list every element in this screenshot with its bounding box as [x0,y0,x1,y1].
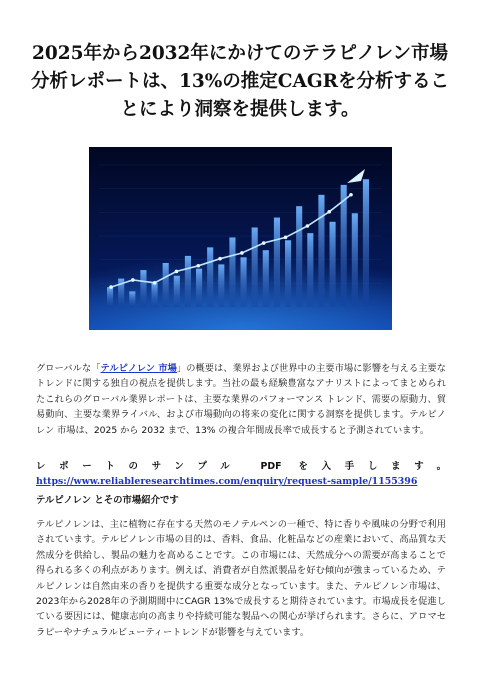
hero-trend-point [109,285,113,289]
hero-bar [285,240,291,307]
hero-bar [129,291,135,307]
sample-request-line [36,459,446,490]
hero-bar [196,269,202,307]
sample-link[interactable]: https://www.reliableresearchtimes.com/enquiry/request-sample/1155396 [36,476,418,488]
hero-bar [296,206,302,307]
hero-bar [318,195,324,307]
intro-prefix: グローバルな「 [36,363,101,374]
hero-image [89,147,392,330]
hero-bar [241,257,247,307]
intro-paragraph [36,361,446,438]
hero-trend-point [284,236,288,240]
hero-bar [363,179,369,307]
hero-trend-point [196,264,200,268]
hero-bar [263,250,269,307]
hero-trend-point [175,270,179,274]
hero-bar [229,237,235,307]
hero-bar [330,222,336,307]
hero-bar [274,218,280,307]
hero-trend-point [306,224,310,228]
hero-bar [252,227,258,307]
sample-label: レポートのサンプル PDF を入手します。 [36,461,446,472]
hero-bar [352,213,358,307]
hero-trend-point [240,251,244,255]
page-title: 2025年から2032年にかけてのテラピノレン市場分析レポートは、13%の推定CAGRを分析することにより洞察を提供します。 [30,43,450,120]
hero-bar [307,233,313,307]
hero-trend-point [349,193,353,197]
section-heading: テルピノレン とその市場紹介です [36,495,179,506]
hero-bar [163,263,169,307]
hero-bar [218,264,224,307]
keyword-link[interactable]: テルピノレン 市場 [100,363,177,374]
hero-bar [107,287,113,307]
hero-bar [140,270,146,307]
hero-bar [185,256,191,307]
hero-bar [174,276,180,307]
hero-trend-point [131,278,135,282]
hero-trend-point [153,281,157,285]
hero-bar [152,283,158,307]
intro-suffix: 」の概要は、業界および世界中の主要市場に影響を与える主要なトレンドに関する独自の視点を提供します。当社の最も経験豊富なアナリストによってまとめられたこれらのグローバル業界レポートは、主要な業界のパフォーマンス トレンド、需要の原動力、貿易動向、主要な業界ライバル、および市場動向の将来の変化に関する洞察を提供します。テルピノレン 市場は、2025 から 2032 まで、13% の複合年間成長率で成長すると予測されています。 [36,363,446,436]
hero-bar [207,247,213,307]
hero-trend-point [327,210,331,214]
hero-trend-point [262,241,266,245]
hero-trend-point [218,257,222,261]
body-paragraph: テルピノレンは、主に植物に存在する天然のモノテルペンの一種で、特に香りや風味の分野で利用されています。テルピノレン市場の目的は、香料、食品、化粧品などの産業において、高品質な天然成分を供給し、製品の魅力を高めることです。この市場には、天然成分への需要が高まることで得られる多くの利点があります。例えば、消費者が自然派製品を好む傾向が強まっているため、テルピノレンは自然由来の香りを提供する重要な成分となっています。また、テルピノレン市場は、2023年から2028年の予測期間中にCAGR 13%で成長すると期待されています。市場成長を促進している要因には、健康志向の高まりや持続可能な製品への関心が挙げられます。さらに、アロマセラピーやナチュラルビューティートレンドが影響を与えています。 [36,519,446,638]
hero-bar [341,185,347,307]
